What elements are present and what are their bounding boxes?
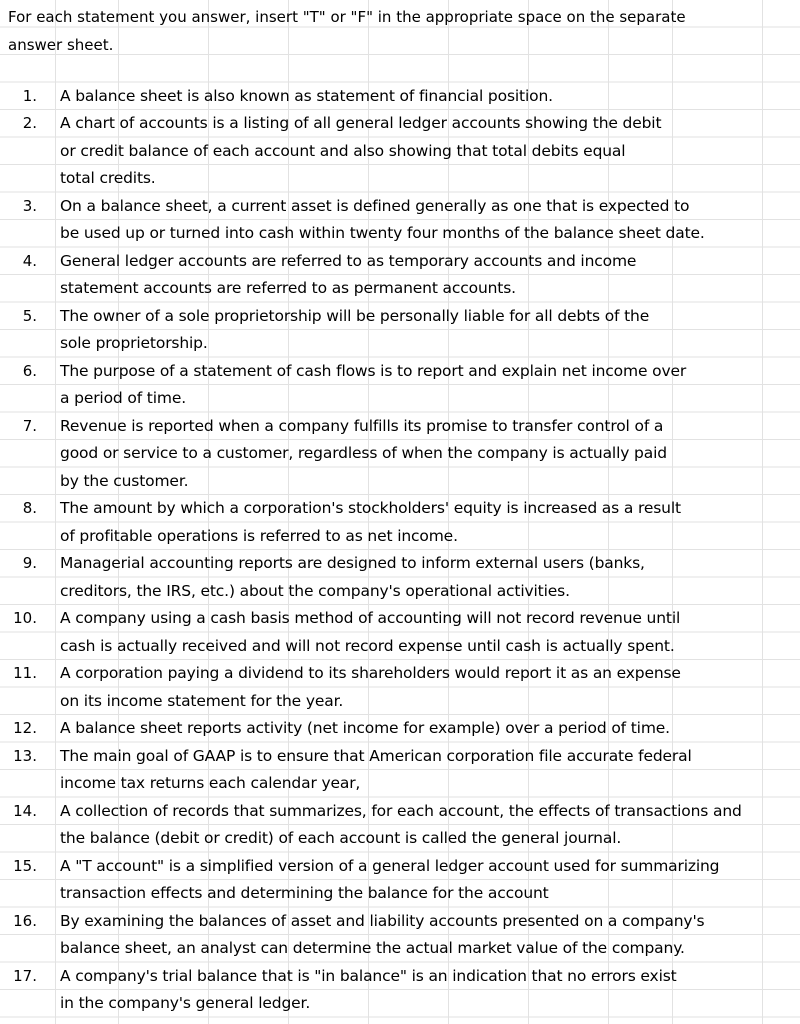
statement-line: A "T account" is a simplified version of a general ledger account used for summarizing xyxy=(60,856,720,875)
statement-number: 6. xyxy=(22,361,37,380)
statement-text xyxy=(60,660,795,715)
statement-item[interactable] xyxy=(0,110,800,193)
statement-item[interactable] xyxy=(0,743,800,798)
statement-line: or credit balance of each account and also showing that total debits equal xyxy=(60,141,626,160)
statement-number: 15. xyxy=(13,856,37,875)
statement-text xyxy=(60,908,795,963)
statement-item[interactable] xyxy=(0,963,800,1018)
statement-line: A balance sheet reports activity (net income for example) over a period of time. xyxy=(60,719,670,737)
statement-line: The amount by which a corporation's stockholders' equity is increased as a result xyxy=(60,499,681,517)
statement-text xyxy=(60,550,795,605)
statement-item[interactable] xyxy=(0,908,800,963)
statement-number: 8. xyxy=(22,499,37,517)
statement-text xyxy=(60,715,795,743)
statement-line: A company using a cash basis method of accounting will not record revenue until xyxy=(60,609,681,627)
statement-line: in the company's general ledger. xyxy=(60,994,311,1012)
statement-number: 3. xyxy=(22,196,37,215)
statement-text xyxy=(60,83,795,111)
statement-number: 2. xyxy=(22,114,37,132)
statement-item[interactable] xyxy=(0,495,800,550)
statement-number: 13. xyxy=(13,746,37,765)
statement-line: A corporation paying a dividend to its shareholders would report it as an expense xyxy=(60,664,681,682)
statement-line: A balance sheet is also known as statement of financial position. xyxy=(60,86,553,105)
statement-text xyxy=(60,303,795,358)
statement-line: The main goal of GAAP is to ensure that American corporation file accurate federal xyxy=(60,746,692,765)
statement-line: On a balance sheet, a current asset is defined generally as one that is expected to xyxy=(60,196,690,215)
statement-number: 1. xyxy=(22,86,37,105)
statement-number: 5. xyxy=(22,306,37,325)
statement-item[interactable] xyxy=(0,303,800,358)
statement-number: 10. xyxy=(13,609,37,627)
statement-line: A company's trial balance that is "in balance" is an indication that no errors exist xyxy=(60,966,677,985)
statement-line: cash is actually received and will not record expense until cash is actually spent. xyxy=(60,636,675,655)
statement-number: 7. xyxy=(22,416,37,435)
statement-line: The purpose of a statement of cash flows is to report and explain net income over xyxy=(60,361,687,380)
statement-text xyxy=(60,193,795,248)
instructions-line: For each statement you answer, insert "T" or "F" in the appropriate space on the separate xyxy=(8,8,686,26)
statement-item[interactable] xyxy=(0,358,800,413)
statement-text xyxy=(60,358,795,413)
statement-number: 12. xyxy=(13,719,37,737)
statement-line: total credits. xyxy=(60,169,156,187)
statement-text xyxy=(60,963,795,1018)
statement-line: A collection of records that summarizes, for each account, the effects of transactions and xyxy=(60,801,742,820)
statement-text xyxy=(60,248,795,303)
statement-number: 14. xyxy=(13,801,37,820)
statement-text xyxy=(60,605,795,660)
statement-item[interactable] xyxy=(0,83,800,111)
statement-line: Managerial accounting reports are designed to inform external users (banks, xyxy=(60,554,645,572)
statement-text xyxy=(60,798,795,853)
statement-line: By examining the balances of asset and liability accounts presented on a company's xyxy=(60,911,705,930)
statement-line: statement accounts are referred to as permanent accounts. xyxy=(60,279,516,297)
statement-text xyxy=(60,743,795,798)
statement-text xyxy=(60,413,795,496)
statement-item[interactable] xyxy=(0,660,800,715)
statement-line: creditors, the IRS, etc.) about the company's operational activities. xyxy=(60,581,570,600)
instructions-line: answer sheet. xyxy=(8,35,114,54)
statement-number: 17. xyxy=(13,966,37,985)
statement-number: 11. xyxy=(13,664,37,682)
statement-text xyxy=(60,495,795,550)
statement-item[interactable] xyxy=(0,248,800,303)
statement-line: Revenue is reported when a company fulfills its promise to transfer control of a xyxy=(60,416,664,435)
statement-line: good or service to a customer, regardless of when the company is actually paid xyxy=(60,444,667,462)
statement-text xyxy=(60,853,795,908)
statement-line: the balance (debit or credit) of each account is called the general journal. xyxy=(60,829,622,847)
statement-number: 16. xyxy=(13,911,37,930)
statement-line: by the customer. xyxy=(60,471,189,490)
statement-line: on its income statement for the year. xyxy=(60,691,344,710)
statement-line: transaction effects and determining the balance for the account xyxy=(60,884,549,902)
statement-line: be used up or turned into cash within twenty four months of the balance sheet date. xyxy=(60,224,705,242)
statement-item[interactable] xyxy=(0,550,800,605)
statement-line: sole proprietorship. xyxy=(60,334,208,352)
statement-line: a period of time. xyxy=(60,389,186,407)
statement-item[interactable] xyxy=(0,193,800,248)
statement-line: General ledger accounts are referred to as temporary accounts and income xyxy=(60,251,637,270)
statement-item[interactable] xyxy=(0,798,800,853)
statement-line: The owner of a sole proprietorship will be personally liable for all debts of the xyxy=(60,306,650,325)
statement-line: of profitable operations is referred to as net income. xyxy=(60,526,458,545)
statement-number: 9. xyxy=(22,554,37,572)
statement-item[interactable] xyxy=(0,413,800,496)
statement-line: income tax returns each calendar year, xyxy=(60,774,361,792)
statement-line: balance sheet, an analyst can determine the actual market value of the company. xyxy=(60,939,685,957)
statement-text xyxy=(60,110,795,193)
statement-list xyxy=(0,83,800,1018)
statement-item[interactable] xyxy=(0,853,800,908)
instructions xyxy=(8,4,768,59)
statement-item[interactable] xyxy=(0,715,800,743)
statement-item[interactable] xyxy=(0,605,800,660)
statement-line: A chart of accounts is a listing of all general ledger accounts showing the debit xyxy=(60,114,662,132)
statement-number: 4. xyxy=(22,251,37,270)
